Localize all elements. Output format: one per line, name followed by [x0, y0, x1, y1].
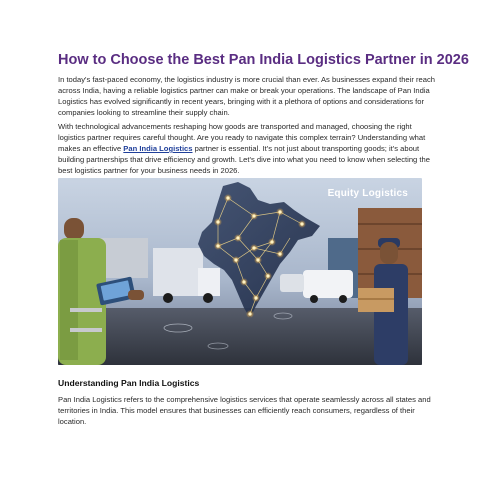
- delivery-van: [303, 270, 353, 298]
- pan-india-logistics-link[interactable]: Pan India Logistics: [123, 144, 193, 153]
- paragraph-text-before-link: With technological advancements reshaping how goods are transported and managed, choosing the right logistics partner requires careful thought. Are you ready to navigate this complex terrain? Understanding what makes an effective: [58, 122, 426, 153]
- ground: [58, 308, 422, 365]
- section-heading: Understanding Pan India Logistics: [58, 378, 200, 388]
- truck-left: [153, 248, 203, 296]
- paragraph-text-after-link: partner is essential. It's not just about transporting goods; it's about building partnerships that drive efficiency and growth. Let's dive into what you need to know when selecting the best logistics partner for your business needs in 2026.: [58, 144, 430, 175]
- section-paragraph: Pan India Logistics refers to the comprehensive logistics services that operate seamlessly across all states and territories in India. This model ensures that businesses can efficiently reach consumers, regardless of their location.: [58, 395, 431, 426]
- brand-label: Equity Logistics: [327, 188, 408, 199]
- article-title: How to Choose the Best Pan India Logistics Partner in 2026: [58, 52, 469, 68]
- logistics-illustration: [58, 178, 422, 365]
- second-paragraph: [58, 121, 438, 176]
- intro-paragraph: In today's fast-paced economy, the logistics industry is more crucial than ever. As businesses expand their reach across India, having a reliable logistics partner can make or break your operations. The landscape of Pan India Logistics has evolved significantly in recent years, bringing with it a plethora of options and considerations for companies looking to streamline their supply chain.: [58, 75, 435, 117]
- hero-image: [58, 178, 422, 365]
